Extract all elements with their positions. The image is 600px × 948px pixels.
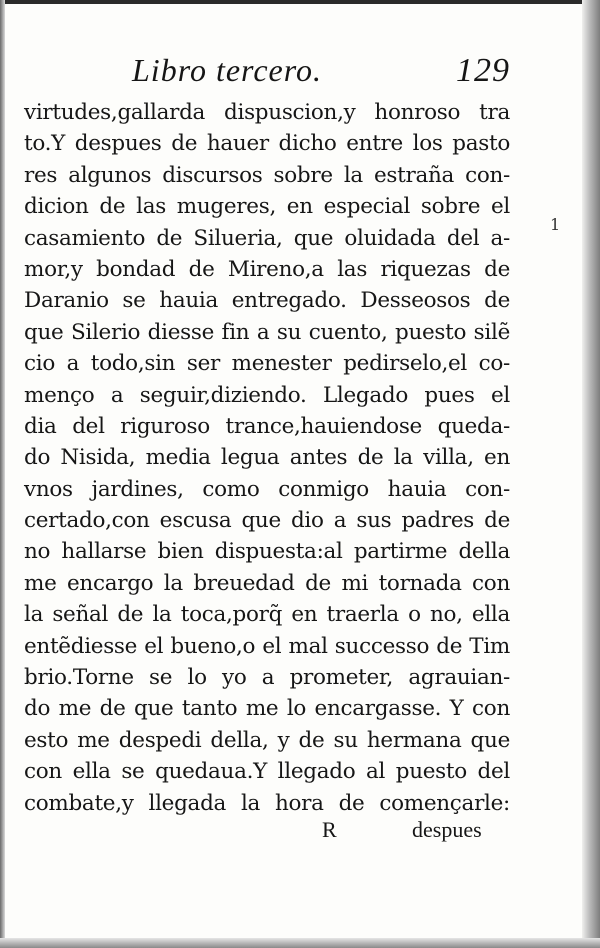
running-title: Libro tercero. bbox=[132, 52, 322, 88]
text-line: res algunos discursos sobre la estraña con- bbox=[24, 162, 510, 188]
text-line: brio.Torne se lo yo a prometer, agrauian- bbox=[24, 665, 510, 691]
text-line: con ella se quedaua.Y llegado al puesto del bbox=[24, 759, 510, 785]
text-line: me encargo la breuedad de mi tornada con bbox=[24, 570, 510, 596]
text-line: combate,y llegada la hora de començarle: bbox=[24, 790, 510, 816]
text-line: dicion de las mugeres, en especial sobre el bbox=[24, 194, 510, 220]
page-edge-top bbox=[0, 0, 600, 4]
page-edge-left bbox=[0, 0, 5, 948]
text-line: esto me despedi della, y de su hermana que bbox=[24, 727, 510, 753]
text-line: mençο a seguir,diziendo. Llegado pues el bbox=[24, 382, 510, 408]
margin-mark: 1 bbox=[550, 215, 561, 234]
text-line: la señal de la toca,porq̃ en traerla o no, ella bbox=[24, 602, 510, 628]
text-block bbox=[24, 97, 510, 819]
text-line: cio a todo,sin ser menester pedirselo,el co- bbox=[24, 351, 510, 377]
text-line: vnos jardines, como conmigo hauia con- bbox=[24, 476, 510, 502]
page-number: 129 bbox=[456, 52, 510, 89]
text-line: certado,con escusa que dio a sus padres de bbox=[24, 508, 510, 534]
page-edge-bottom bbox=[0, 938, 600, 948]
text-line: que Silerio diesse fin a su cuento, puesto silẽ bbox=[24, 319, 510, 345]
text-line: virtudes,gallarda dispuscion,y honroso tra bbox=[24, 100, 510, 125]
text-line: mor,y bondad de Mireno,a las riquezas de bbox=[24, 256, 510, 282]
text-line: entẽdiesse el bueno,o el mal successo de Tim bbox=[24, 633, 510, 659]
page-edge-right bbox=[582, 0, 600, 948]
signature-mark: R bbox=[322, 817, 337, 842]
text-line: to.Y despues de hauer dicho entre los pasto bbox=[24, 131, 510, 157]
text-line: dia del riguroso trance,hauiendose queda- bbox=[24, 413, 510, 439]
text-line: Daranio se hauia entregado. Desseosos de bbox=[24, 288, 510, 314]
text-line: do Nisida, media legua antes de la villa, en bbox=[24, 445, 510, 471]
running-head bbox=[22, 52, 510, 96]
catchword: despues bbox=[412, 817, 482, 842]
text-line: casamiento de Silueria, que oluidada del a- bbox=[24, 225, 510, 251]
text-line: do me de que tanto me lo encargasse. Y con bbox=[24, 696, 510, 722]
text-line: no hallarse bien dispuesta:al partirme della bbox=[24, 539, 510, 565]
